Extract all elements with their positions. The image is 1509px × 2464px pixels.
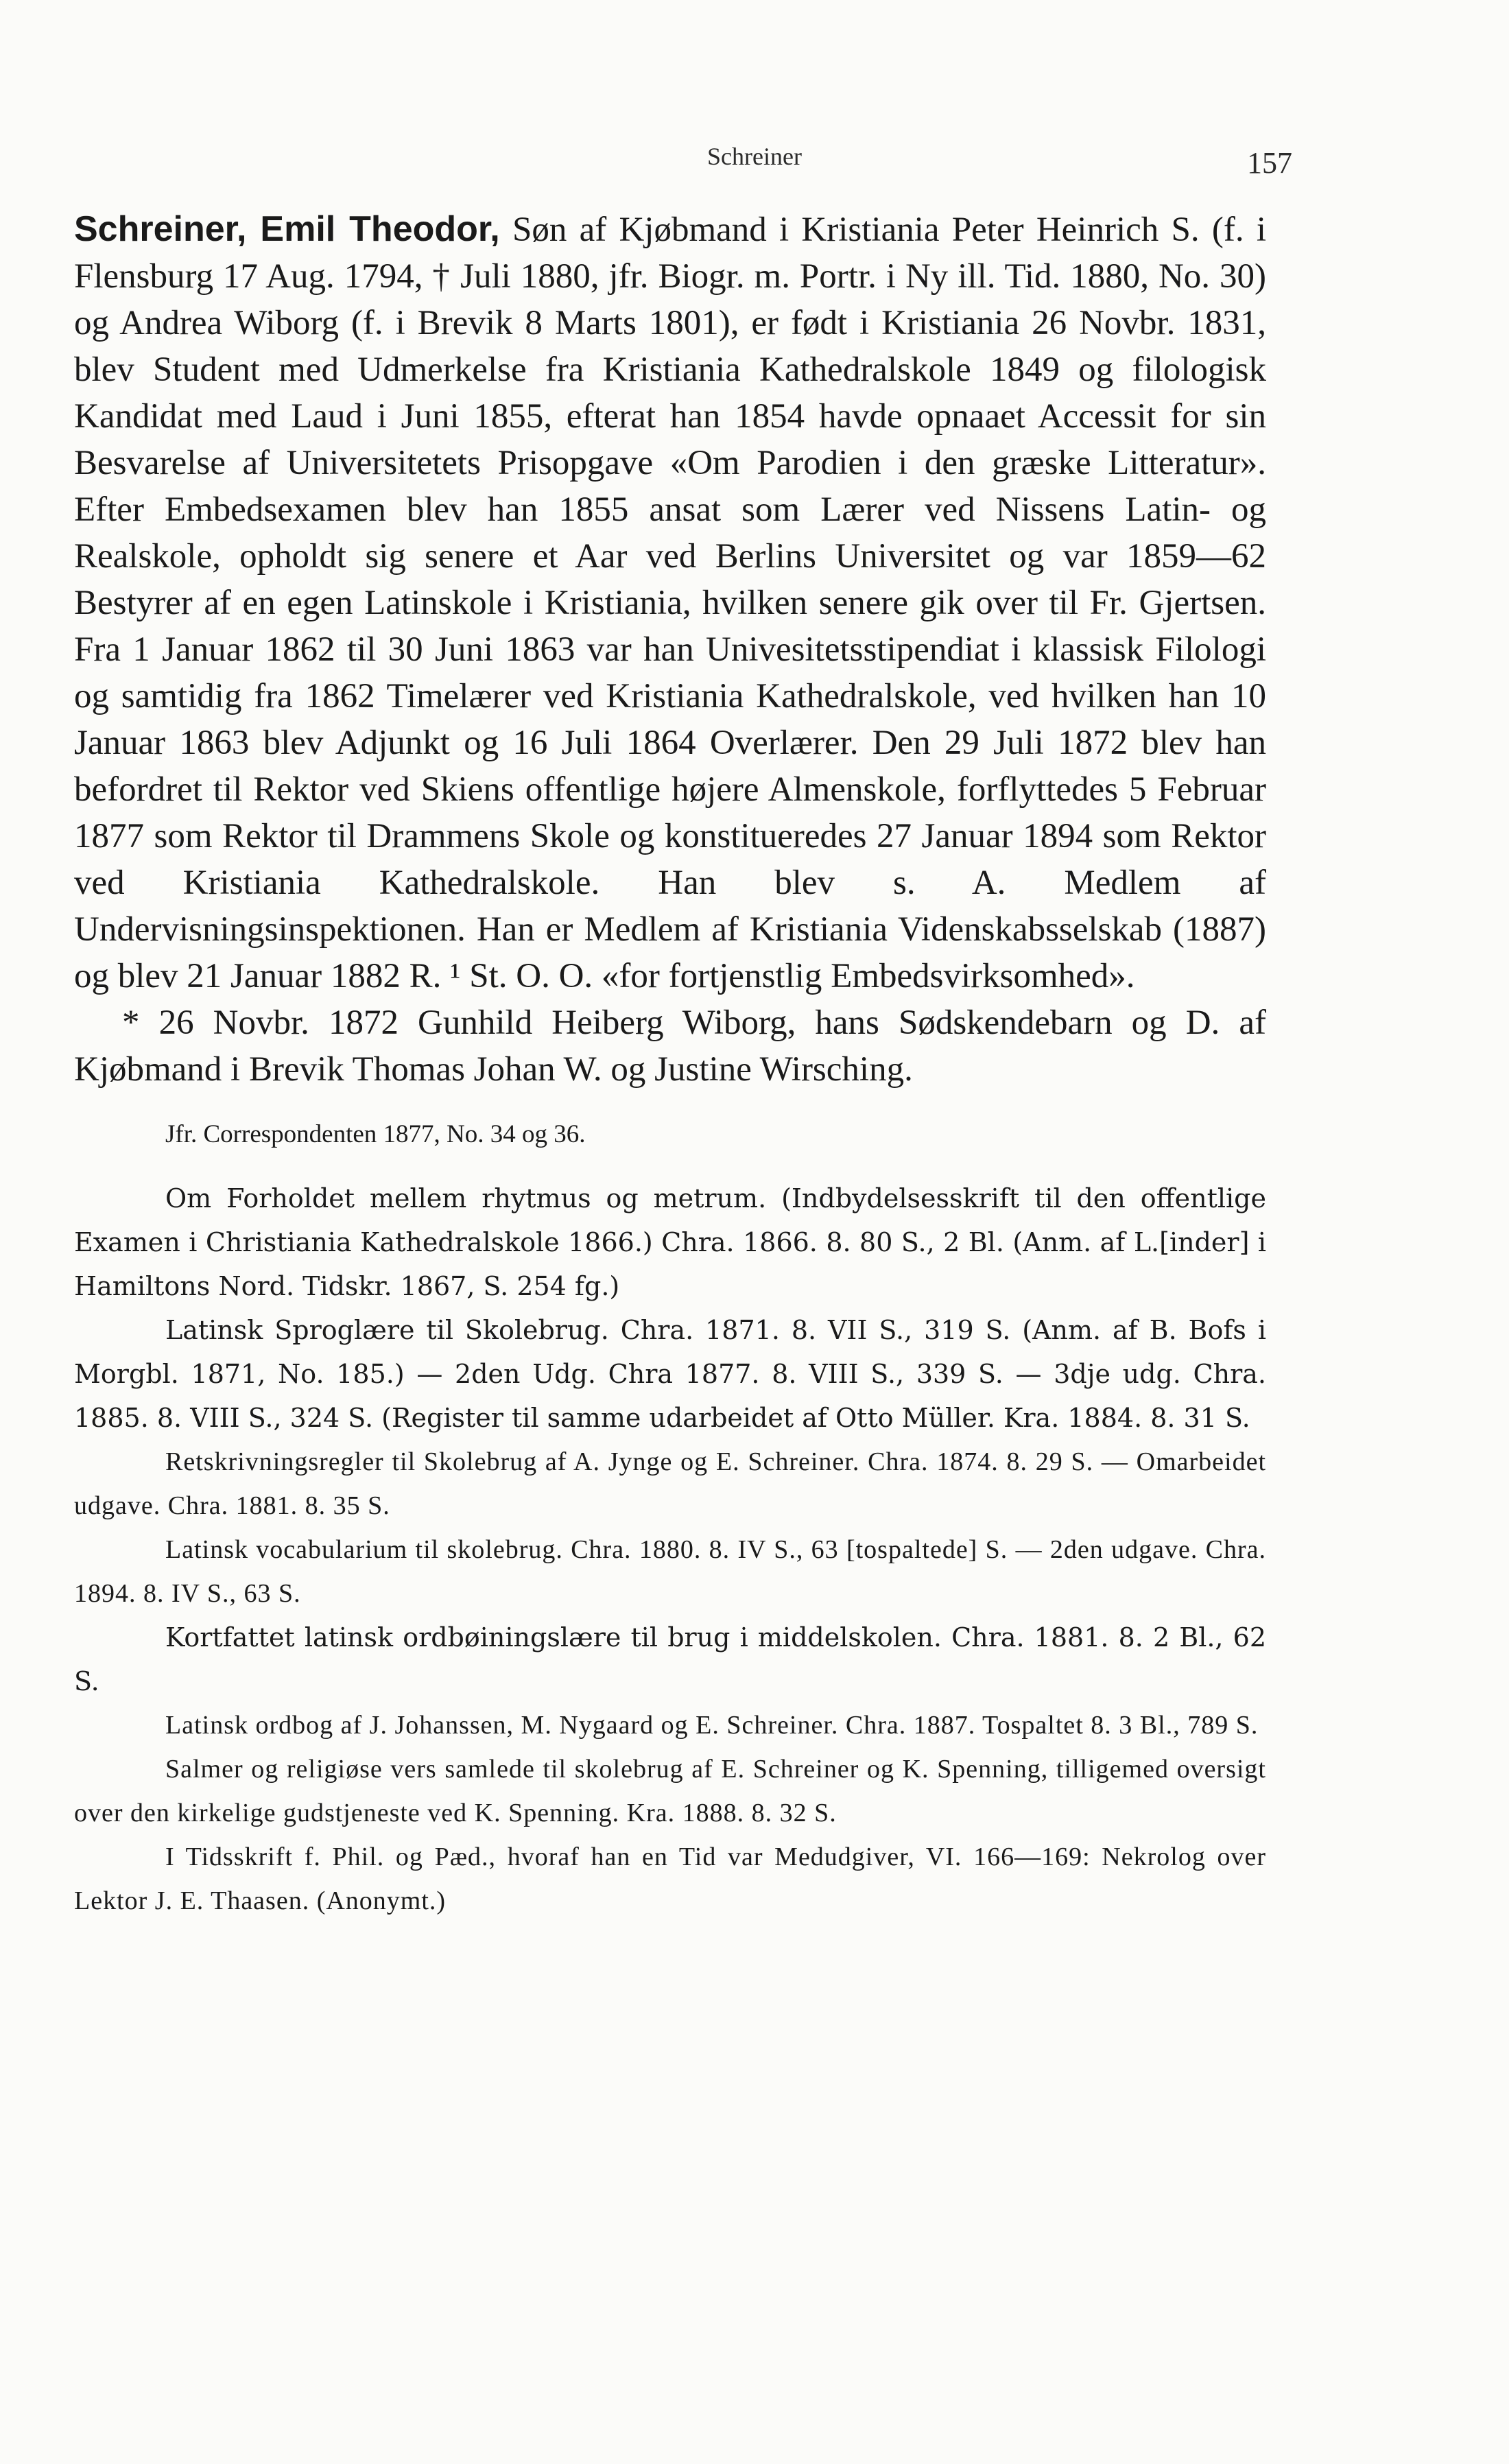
biography-entry xyxy=(74,206,1266,1153)
page-number: 157 xyxy=(1247,146,1292,180)
text-column xyxy=(74,206,1266,1923)
bibliography-item: Om Forholdet mellem rhytmus og metrum. (Indbydelsesskrift til den offentlige Examen i Christiania Kathedralskole 1866.) Chra. 1866. 8. 80 S., 2 Bl. (Anm. af L.[inder] i Hamiltons Nord. Tidskr. 1867, S. 254 fg.) xyxy=(74,1183,1266,1301)
bibliography-item: Latinsk ordbog af J. Johanssen, M. Nygaard og E. Schreiner. Chra. 1887. Tospaltet 8. 3 Bl., 789 S. xyxy=(165,1711,1259,1740)
source-reference: Jfr. Correspondenten 1877, No. 34 og 36. xyxy=(165,1120,586,1148)
bibliography-item: Salmer og religiøse vers samlede til skolebrug af E. Schreiner og K. Spenning, tilligemed oversigt over den kirkelige gudstjeneste ved K. Spenning. Kra. 1888. 8. 32 S. xyxy=(74,1755,1266,1827)
bibliography-item: Latinsk vocabularium til skolebrug. Chra. 1880. 8. IV S., 63 [tospaltede] S. — 2den udgave. Chra. 1894. 8. IV S., 63 S. xyxy=(74,1535,1266,1608)
bibliography-item: I Tidsskrift f. Phil. og Pæd., hvoraf han en Tid var Medudgiver, VI. 166—169: Nekrolog over Lektor J. E. Thaasen. (Anonymt.) xyxy=(74,1843,1266,1915)
entry-name: Schreiner, Emil Theodor, xyxy=(74,209,500,249)
bibliography-item: Kortfattet latinsk ordbøiningslære til brug i middelskolen. Chra. 1881. 8. 2 Bl., 62 S. xyxy=(74,1622,1266,1696)
entry-body: Søn af Kjøbmand i Kristiania Peter Heinrich S. (f. i Flensburg 17 Aug. 1794, † Juli 1880, jfr. Biogr. m. Portr. i Ny ill. Tid. 1880, No. 30) og Andrea Wiborg (f. i Brevik 8 Marts 1801), er født i Kristiania 26 Novbr. 1831, blev Student med Udmerkelse fra Kristiania Kathedralskole 1849 og filologisk Kandidat med Laud i Juni 1855, efterat han 1854 havde opnaaet Accessit for sin Besvarelse af Universitetets Prisopgave «Om Parodien i den græske Litteratur». Efter Embedsexamen blev han 1855 ansat som Lærer ved Nissens Latin- og Realskole, opholdt sig senere et Aar ved Berlins Universitet og var 1859—62 Bestyrer af en egen Latinskole i Kristiania, hvilken senere gik over til Fr. Gjertsen. Fra 1 Januar 1862 til 30 Juni 1863 var han Univesitetsstipendiat i klassisk Filologi og samtidig fra 1862 Timelærer ved Kristiania Kathedralskole, ved hvilken han 10 Januar 1863 blev Adjunkt og 16 Juli 1864 Overlærer. Den 29 Juli 1872 blev han befordret til Rektor ved Skiens offentlige højere Almenskole, forflyttedes 5 Februar 1877 som Rektor til Drammens Skole og konstitueredes 27 Januar 1894 som Rektor ved Kristiania Kathedralskole. Han blev s. A. Medlem af Undervisningsinspektionen. Han er Medlem af Kristiania Videnskabsselskab (1887) og blev 21 Januar 1882 R. ¹ St. O. O. «for fortjenstlig Embedsvirksomhed». xyxy=(74,211,1266,995)
marriage-paragraph: * 26 Novbr. 1872 Gunhild Heiberg Wiborg, hans Sødskendebarn og D. af Kjøbmand i Brevik Thomas Johan W. og Justine Wirsching. xyxy=(74,1004,1266,1089)
running-head: Schreiner xyxy=(707,143,802,170)
bibliography-list xyxy=(74,1176,1266,1923)
entry-body-paragraph xyxy=(74,206,1266,999)
bibliography-item: Retskrivningsregler til Skolebrug af A. Jynge og E. Schreiner. Chra. 1874. 8. 29 S. — Omarbeidet udgave. Chra. 1881. 8. 35 S. xyxy=(74,1447,1266,1520)
bibliography-item: Latinsk Sproglære til Skolebrug. Chra. 1871. 8. VII S., 319 S. (Anm. af B. Bofs i Morgbl. 1871, No. 185.) — 2den Udg. Chra 1877. 8. VIII S., 339 S. — 3dje udg. Chra. 1885. 8. VIII S., 324 S. (Register til samme udarbeidet af Otto Müller. Kra. 1884. 8. 31 S. xyxy=(74,1315,1266,1433)
